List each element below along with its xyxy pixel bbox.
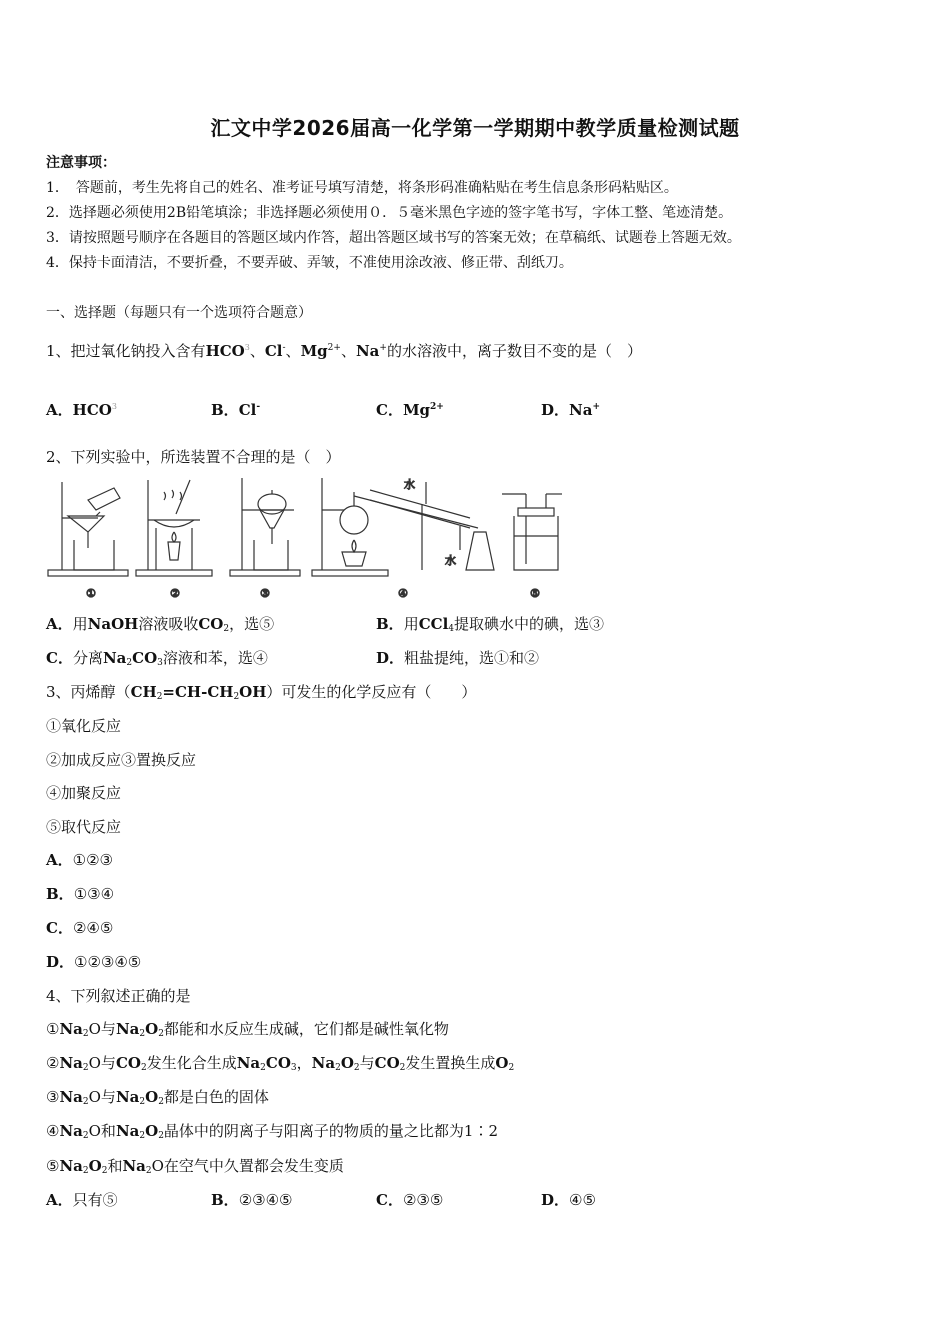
q1-sep2: 、	[285, 342, 301, 360]
q4-statement-2	[46, 1052, 514, 1073]
option-label: B．	[211, 1191, 239, 1209]
subscript: 2	[158, 1029, 164, 1039]
formula: O	[145, 1122, 159, 1140]
question-2	[46, 446, 341, 467]
subscript: 2	[139, 1097, 146, 1107]
q3-option-d	[46, 951, 141, 972]
q4-option-c	[376, 1189, 443, 1210]
q4-option-a	[46, 1189, 118, 1210]
q1-prefix: 把过氧化钠投入含有	[70, 342, 206, 360]
option-text: 溶液和苯，选④	[162, 649, 268, 667]
notice-item-1: 1． 答题前，考生先将自己的姓名、准考证号填写清楚，将条形码准确粘贴在考生信息条形码粘贴区。	[46, 180, 678, 196]
formula: Na	[115, 1122, 140, 1140]
q1-cl-charge: -	[282, 343, 286, 353]
formula: CO	[115, 1054, 141, 1072]
water-label-top: 水	[404, 478, 415, 491]
apparatus-label-5: ⑤	[530, 587, 540, 600]
subscript: 2	[139, 1131, 146, 1141]
q2-number: 2、	[46, 448, 71, 466]
q1-suffix: 的水溶液中，离子数目不变的是（ ）	[386, 342, 642, 360]
q1-hco: HCO	[205, 342, 245, 360]
option-formula: CO	[132, 649, 158, 667]
formula: CO	[265, 1054, 291, 1072]
option-subscript: 4	[448, 624, 455, 634]
text: 发生化合生成	[146, 1054, 237, 1072]
statement-number: ②	[46, 1054, 60, 1072]
formula: Na	[311, 1054, 336, 1072]
q1-na: Na	[355, 342, 380, 360]
option-text: 只有⑤	[72, 1191, 118, 1209]
formula: O	[340, 1054, 354, 1072]
text: 和	[107, 1157, 123, 1175]
subscript: 2	[399, 1063, 406, 1073]
apparatus-label-4: ④	[398, 587, 408, 600]
statement-number: ④	[46, 1122, 60, 1140]
q1-sep3: 、	[340, 342, 356, 360]
q3-text: 丙烯醇（	[70, 683, 131, 701]
text: 晶体中的阴离子与阳离子的物质的量之比都为1∶2	[163, 1122, 499, 1140]
text: 都是白色的固体	[163, 1088, 269, 1106]
q2-option-d	[376, 647, 539, 668]
option-text: 溶液吸收	[138, 615, 199, 633]
subscript: 2	[260, 1063, 266, 1073]
option-subscript: 2	[223, 624, 230, 634]
option-b-charge: -	[256, 402, 261, 412]
q1-sep1: 、	[249, 342, 265, 360]
text: O和	[88, 1122, 116, 1140]
apparatus-2-evaporation	[136, 480, 212, 576]
option-label: B．	[211, 401, 239, 419]
option-label: D．	[376, 649, 405, 667]
option-label: C．	[376, 401, 403, 419]
apparatus-label-1: ①	[86, 587, 96, 600]
option-a-sub: 3	[111, 402, 117, 411]
formula: Na	[59, 1122, 83, 1140]
option-text: ②④⑤	[72, 919, 114, 937]
statement-number: ①	[46, 1020, 60, 1038]
q4-statement-5	[46, 1155, 344, 1176]
option-label: A．	[46, 615, 73, 633]
option-text: 提取碘水中的碘，选③	[454, 615, 605, 633]
apparatus-4-distillation	[312, 478, 494, 576]
q3-subscript: 2	[156, 692, 163, 702]
option-text: Na	[569, 401, 593, 419]
formula: Na	[59, 1020, 83, 1038]
formula: O	[88, 1157, 102, 1175]
formula: CO	[374, 1054, 400, 1072]
q2-option-c	[46, 647, 268, 668]
notice-item-3: 3．请按照题号顺序在各题目的答题区域内作答，超出答题区域书写的答案无效；在草稿纸、试题卷上答题无效。	[46, 230, 741, 246]
question-1	[46, 340, 642, 361]
q4-statement-1	[46, 1018, 449, 1039]
q1-na-charge: +	[379, 343, 387, 353]
q3-subscript: 2	[233, 692, 240, 702]
option-label: D．	[541, 1191, 570, 1209]
q3-number: 3、	[46, 683, 71, 701]
formula: Na	[115, 1088, 140, 1106]
q3-item-3: ④加聚反应	[46, 784, 122, 802]
option-text: ，选⑤	[229, 615, 275, 633]
option-subscript: 3	[157, 658, 163, 668]
text: O与	[88, 1020, 116, 1038]
text: O与	[88, 1054, 116, 1072]
section-heading: 一、选择题（每题只有一个选项符合题意）	[46, 305, 312, 321]
option-label: B．	[46, 885, 74, 903]
option-text: 分离	[72, 649, 103, 667]
q3-option-c	[46, 917, 113, 938]
formula: Na	[236, 1054, 261, 1072]
option-text: ④⑤	[569, 1191, 596, 1209]
notice-item-4: 4．保持卡面清洁，不要折叠，不要弄破、弄皱，不准使用涂改液、修正带、刮纸刀。	[46, 255, 573, 271]
formula: Na	[115, 1020, 140, 1038]
formula: Na	[59, 1157, 83, 1175]
apparatus-label-3: ③	[260, 587, 270, 600]
subscript: 3	[290, 1063, 297, 1073]
q1-number: 1、	[46, 342, 71, 360]
q1-hco-sub: 3	[244, 343, 250, 352]
subscript: 2	[82, 1166, 89, 1176]
option-label: C．	[46, 919, 73, 937]
option-label: B．	[376, 615, 404, 633]
option-text: Cl	[238, 401, 257, 419]
option-text: ②③④⑤	[238, 1191, 293, 1209]
subscript: 2	[335, 1063, 341, 1073]
q3-formula: OH	[239, 683, 267, 701]
statement-number: ③	[46, 1088, 60, 1106]
notice-item-2: 2．选择题必须使用2B铅笔填涂；非选择题必须使用０．５毫米黑色字迹的签字笔书写，字体工整、笔迹清楚。	[46, 205, 733, 221]
text: O与	[88, 1088, 116, 1106]
q1-option-c	[376, 399, 444, 420]
apparatus-figure	[40, 470, 570, 602]
q2-option-a	[46, 613, 274, 634]
q1-option-b	[211, 399, 260, 420]
text: O在空气中久置都会发生变质	[151, 1157, 344, 1175]
q2-text: 下列实验中，所选装置不合理的是（ ）	[70, 448, 341, 466]
text: 都能和水反应生成碱，它们都是碱性氧化物	[163, 1020, 449, 1038]
q4-text: 下列叙述正确的是	[70, 987, 191, 1005]
q4-number: 4、	[46, 987, 71, 1005]
option-subscript: 2	[126, 658, 133, 668]
option-label: D．	[46, 953, 75, 971]
subscript: 2	[82, 1097, 89, 1107]
subscript: 2	[82, 1131, 89, 1141]
formula: O	[145, 1088, 159, 1106]
statement-number: ⑤	[46, 1157, 60, 1175]
subscript: 2	[140, 1063, 147, 1073]
q3-formula: CH	[130, 683, 157, 701]
option-label: D．	[541, 401, 570, 419]
subscript: 2	[508, 1063, 515, 1073]
q3-item-2: ②加成反应③置换反应	[46, 751, 197, 769]
option-text: 用	[403, 615, 419, 633]
option-text: ①②③④⑤	[74, 953, 142, 971]
apparatus-5-gas-washing-bottle	[502, 494, 562, 570]
option-text: ②③⑤	[402, 1191, 444, 1209]
q4-statement-3	[46, 1086, 269, 1107]
subscript: 2	[139, 1029, 146, 1039]
subscript: 2	[101, 1166, 108, 1176]
page-title: 汇文中学2026届高一化学第一学期期中教学质量检测试题	[210, 116, 740, 140]
q1-option-d	[541, 399, 600, 420]
q1-mg-charge: 2+	[327, 343, 341, 353]
q1-mg: Mg	[300, 342, 328, 360]
q3-option-a	[46, 849, 113, 870]
question-4	[46, 985, 191, 1006]
q3-item-1: ①氧化反应	[46, 717, 122, 735]
subscript: 2	[145, 1166, 152, 1176]
option-formula: NaOH	[87, 615, 139, 633]
option-formula: CCl	[418, 615, 449, 633]
q4-option-d	[541, 1189, 596, 1210]
apparatus-label-2: ②	[170, 587, 180, 600]
subscript: 2	[353, 1063, 360, 1073]
q3-text: ）可发生的化学反应有（ ）	[266, 683, 477, 701]
q1-option-a	[46, 399, 117, 420]
option-formula: Na	[102, 649, 127, 667]
option-label: A．	[46, 851, 73, 869]
text: ，	[296, 1054, 312, 1072]
option-text: 粗盐提纯，选①和②	[404, 649, 540, 667]
water-label-bottom: 水	[445, 554, 456, 567]
q4-statement-4	[46, 1120, 498, 1141]
option-formula: CO	[198, 615, 224, 633]
formula: Na	[122, 1157, 146, 1175]
text: 与	[359, 1054, 375, 1072]
option-text: Mg	[402, 401, 431, 419]
formula: Na	[59, 1088, 83, 1106]
option-label: C．	[46, 649, 73, 667]
option-label: C．	[376, 1191, 403, 1209]
option-text: ①③④	[73, 885, 115, 903]
subscript: 2	[82, 1029, 89, 1039]
question-3	[46, 681, 476, 702]
apparatus-3-separatory-funnel	[230, 478, 300, 576]
q4-option-b	[211, 1189, 292, 1210]
q2-option-b	[376, 613, 604, 634]
formula: O	[495, 1054, 509, 1072]
option-label: A．	[46, 1191, 73, 1209]
q3-option-b	[46, 883, 114, 904]
q3-item-4: ⑤取代反应	[46, 818, 122, 836]
subscript: 2	[158, 1131, 164, 1141]
option-label: A．	[46, 401, 73, 419]
subscript: 2	[82, 1063, 89, 1073]
option-text: 用	[72, 615, 88, 633]
formula: O	[145, 1020, 159, 1038]
notice-heading: 注意事项：	[46, 155, 116, 171]
option-text: ①②③	[72, 851, 113, 869]
option-text: HCO	[72, 401, 112, 419]
q1-cl: Cl	[264, 342, 283, 360]
q3-formula: =CH-CH	[162, 683, 234, 701]
subscript: 2	[158, 1097, 164, 1107]
formula: Na	[59, 1054, 83, 1072]
option-c-charge: 2+	[430, 402, 444, 412]
apparatus-1-filtration	[48, 482, 128, 576]
text: 发生置换生成	[405, 1054, 496, 1072]
option-d-charge: +	[592, 402, 600, 412]
